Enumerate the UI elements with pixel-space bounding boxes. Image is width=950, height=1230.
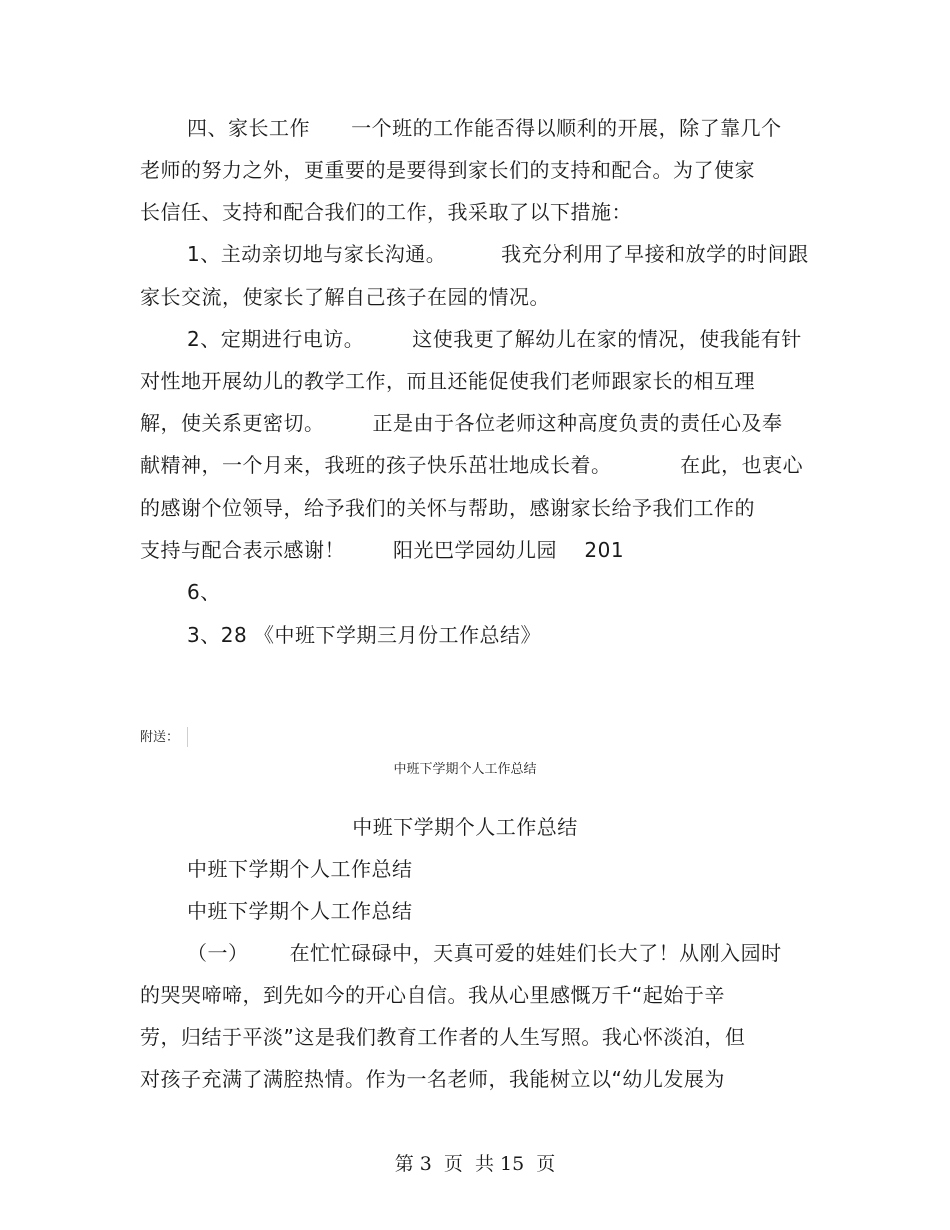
- paragraph-line-12: 6、: [187, 580, 221, 604]
- body-line-1: （一） 在忙忙碌碌中，天真可爱的娃娃们长大了！从刚入园时: [187, 941, 782, 965]
- page-footer: 第 3 页 共 15 页: [394, 1153, 556, 1175]
- sub-heading-2: 中班下学期个人工作总结: [187, 899, 413, 923]
- section-title: 中班下学期个人工作总结: [352, 815, 578, 839]
- body-line-4: 对孩子充满了满腔热情。作为一名老师，我能树立以“幼儿发展为: [140, 1067, 725, 1091]
- paragraph-line-6: 2、定期进行电访。 这使我更了解幼儿在家的情况，使我能有针: [187, 327, 802, 351]
- paragraph-line-13: 3、28 《中班下学期三月份工作总结》: [187, 623, 542, 647]
- paragraph-line-11: 支持与配合表示感谢！ 阳光巴学园幼儿园 201: [140, 538, 625, 562]
- paragraph-line-8: 解，使关系更密切。 正是由于各位老师这种高度负责的责任心及奉: [140, 411, 783, 435]
- paragraph-line-1: 四、家长工作 一个班的工作能否得以顺利的开展，除了靠几个: [187, 116, 782, 140]
- sub-heading-1: 中班下学期个人工作总结: [187, 857, 413, 881]
- attachment-label: 附送：: [140, 730, 180, 745]
- paragraph-line-2: 老师的努力之外，更重要的是要得到家长们的支持和配合。为了使家: [140, 158, 755, 182]
- attachment-title: 中班下学期个人工作总结: [393, 762, 537, 777]
- body-line-2: 的哭哭啼啼，到先如今的开心自信。我从心里感慨万千“起始于辛: [140, 983, 725, 1007]
- paragraph-line-5: 家长交流，使家长了解自己孩子在园的情况。: [140, 285, 550, 309]
- paragraph-line-4: 1、主动亲切地与家长沟通。 我充分利用了早接和放学的时间跟: [187, 242, 809, 266]
- attachment-divider: [187, 727, 188, 747]
- paragraph-line-3: 长信任、支持和配合我们的工作，我采取了以下措施：: [140, 200, 632, 224]
- paragraph-line-9: 献精神，一个月来，我班的孩子快乐茁壮地成长着。 在此，也衷心: [140, 453, 804, 477]
- paragraph-line-7: 对性地开展幼儿的教学工作，而且还能促使我们老师跟家长的相互理: [140, 369, 755, 393]
- body-line-3: 劳，归结于平淡”这是我们教育工作者的人生写照。我心怀淡泊，但: [140, 1025, 746, 1049]
- paragraph-line-10: 的感谢个位领导，给予我们的关怀与帮助，感谢家长给予我们工作的: [140, 496, 755, 520]
